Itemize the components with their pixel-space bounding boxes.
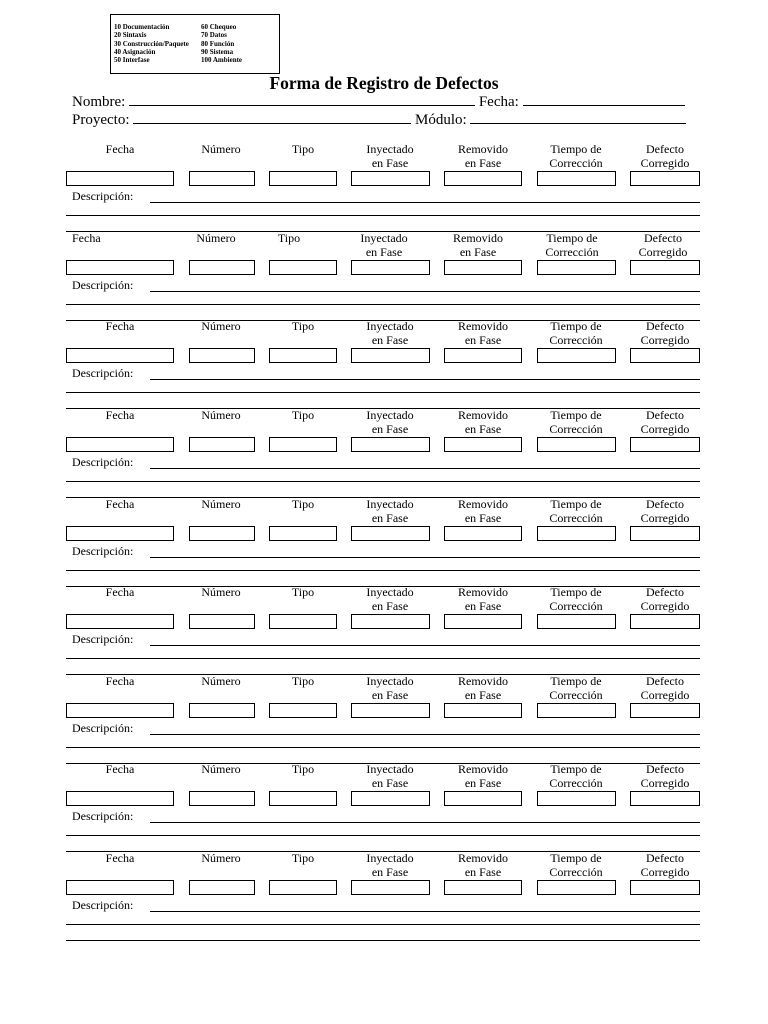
input-removido[interactable]	[444, 703, 522, 718]
label-tiempo: Tiempo de Corrección	[549, 497, 603, 525]
legend-entry: 60 Chequeo	[201, 23, 237, 31]
label-tiempo: Tiempo de Corrección	[549, 585, 603, 613]
descripcion-label: Descripción:	[72, 721, 134, 735]
label-numero: Número	[201, 674, 241, 688]
form-title: Forma de Registro de Defectos	[269, 73, 499, 93]
descripcion-label: Descripción:	[72, 809, 134, 823]
label-removido: Removido en Fase	[453, 231, 503, 259]
legend-entry: 40 Asignación	[114, 47, 156, 56]
fecha-label: Fecha:	[478, 94, 519, 110]
defect-record	[0, 760, 768, 849]
descripcion-extra-line[interactable]	[66, 392, 700, 393]
legend-entry: 30 Construcción/Paquete	[114, 39, 189, 48]
label-numero: Número	[201, 497, 241, 511]
descripcion-label: Descripción:	[72, 898, 134, 912]
input-fecha[interactable]	[66, 880, 174, 895]
input-removido[interactable]	[444, 880, 522, 895]
label-tipo: Tipo	[277, 231, 301, 245]
descripcion-line[interactable]	[150, 202, 700, 203]
modulo-field[interactable]	[470, 111, 686, 124]
label-defecto: Defecto Corregido	[638, 231, 688, 259]
descripcion-line[interactable]	[150, 645, 700, 646]
fecha-field[interactable]	[523, 93, 685, 106]
label-removido: Removido en Fase	[458, 851, 508, 879]
descripcion-line[interactable]	[150, 734, 700, 735]
defect-type-legend	[110, 14, 280, 74]
input-tiempo[interactable]	[537, 260, 616, 275]
descripcion-line[interactable]	[150, 911, 700, 912]
legend-entry: 10 Documentación	[114, 23, 170, 31]
descripcion-label: Descripción:	[72, 366, 134, 380]
input-fecha[interactable]	[66, 260, 174, 275]
label-fecha: Fecha	[105, 497, 135, 511]
descripcion-extra-line[interactable]	[66, 940, 700, 941]
proyecto-modulo-row	[72, 111, 686, 129]
label-removido: Removido en Fase	[458, 142, 508, 170]
descripcion-line[interactable]	[150, 379, 700, 380]
label-tiempo: Tiempo de Corrección	[549, 851, 603, 879]
label-tiempo: Tiempo de Corrección	[549, 142, 603, 170]
label-inyectado: Inyectado en Fase	[366, 319, 414, 347]
input-removido[interactable]	[444, 526, 522, 541]
input-tiempo[interactable]	[537, 703, 616, 718]
input-fecha[interactable]	[66, 171, 174, 186]
label-defecto: Defecto Corregido	[640, 319, 690, 347]
label-numero: Número	[201, 585, 241, 599]
label-inyectado: Inyectado en Fase	[366, 142, 414, 170]
label-numero: Número	[201, 408, 241, 422]
input-inyectado[interactable]	[351, 880, 430, 895]
input-numero[interactable]	[189, 614, 255, 629]
legend-entry: 20 Sintaxis	[114, 31, 147, 40]
descripcion-label: Descripción:	[72, 189, 134, 203]
input-numero[interactable]	[189, 791, 255, 806]
descripcion-line[interactable]	[150, 557, 700, 558]
label-removido: Removido en Fase	[458, 408, 508, 436]
input-removido[interactable]	[444, 614, 522, 629]
descripcion-line[interactable]	[150, 291, 700, 292]
descripcion-extra-line[interactable]	[66, 570, 700, 571]
descripcion-extra-line[interactable]	[66, 747, 700, 748]
legend-column-left	[114, 23, 189, 64]
input-inyectado[interactable]	[351, 791, 430, 806]
label-defecto: Defecto Corregido	[640, 408, 690, 436]
input-numero[interactable]	[189, 437, 255, 452]
input-inyectado[interactable]	[351, 703, 430, 718]
descripcion-line[interactable]	[150, 468, 700, 469]
input-defecto[interactable]	[630, 171, 700, 186]
input-tipo[interactable]	[269, 703, 337, 718]
label-tipo: Tipo	[291, 762, 315, 776]
defect-record	[0, 672, 768, 761]
input-fecha[interactable]	[66, 614, 174, 629]
label-inyectado: Inyectado en Fase	[366, 585, 414, 613]
label-inyectado: Inyectado en Fase	[366, 674, 414, 702]
label-inyectado: Inyectado en Fase	[366, 408, 414, 436]
nombre-field[interactable]	[129, 93, 475, 106]
input-tipo[interactable]	[269, 791, 337, 806]
label-defecto: Defecto Corregido	[640, 142, 690, 170]
input-tipo[interactable]	[269, 614, 337, 629]
label-fecha: Fecha	[105, 142, 135, 156]
label-tipo: Tipo	[291, 142, 315, 156]
input-fecha[interactable]	[66, 703, 174, 718]
input-defecto[interactable]	[630, 703, 700, 718]
input-defecto[interactable]	[630, 437, 700, 452]
input-tiempo[interactable]	[537, 880, 616, 895]
descripcion-line[interactable]	[150, 822, 700, 823]
descripcion-label: Descripción:	[72, 278, 134, 292]
label-tiempo: Tiempo de Corrección	[549, 674, 603, 702]
input-numero[interactable]	[189, 526, 255, 541]
label-fecha: Fecha	[105, 408, 135, 422]
legend-entry: 90 Sistema	[201, 47, 234, 56]
input-fecha[interactable]	[66, 437, 174, 452]
input-tipo[interactable]	[269, 171, 337, 186]
label-inyectado: Inyectado en Fase	[366, 497, 414, 525]
label-inyectado: Inyectado en Fase	[366, 851, 414, 879]
input-tiempo[interactable]	[537, 171, 616, 186]
legend-entry: 50 Interfase	[114, 56, 150, 65]
descripcion-label: Descripción:	[72, 632, 134, 646]
descripcion-extra-line[interactable]	[66, 924, 700, 925]
defect-record	[0, 495, 768, 584]
defect-record	[0, 583, 768, 672]
descripcion-extra-line[interactable]	[66, 215, 700, 216]
input-tiempo[interactable]	[537, 437, 616, 452]
input-numero[interactable]	[189, 880, 255, 895]
label-removido: Removido en Fase	[458, 762, 508, 790]
input-fecha[interactable]	[66, 526, 174, 541]
descripcion-extra-line[interactable]	[66, 304, 700, 305]
label-fecha: Fecha	[72, 231, 101, 245]
input-tiempo[interactable]	[537, 614, 616, 629]
label-removido: Removido en Fase	[458, 674, 508, 702]
input-inyectado[interactable]	[351, 260, 430, 275]
label-numero: Número	[196, 231, 236, 245]
input-defecto[interactable]	[630, 614, 700, 629]
label-tiempo: Tiempo de Corrección	[549, 319, 603, 347]
input-tiempo[interactable]	[537, 526, 616, 541]
defect-record	[0, 229, 768, 318]
label-fecha: Fecha	[105, 585, 135, 599]
label-numero: Número	[201, 851, 241, 865]
input-defecto[interactable]	[630, 348, 700, 363]
label-fecha: Fecha	[105, 319, 135, 333]
descripcion-label: Descripción:	[72, 455, 134, 469]
input-inyectado[interactable]	[351, 348, 430, 363]
label-tipo: Tipo	[291, 408, 315, 422]
legend-entry: 80 Función	[201, 39, 235, 48]
label-fecha: Fecha	[105, 851, 135, 865]
label-removido: Removido en Fase	[458, 497, 508, 525]
label-tiempo: Tiempo de Corrección	[549, 762, 603, 790]
defect-record	[0, 317, 768, 406]
label-defecto: Defecto Corregido	[640, 674, 690, 702]
input-defecto[interactable]	[630, 791, 700, 806]
input-numero[interactable]	[189, 703, 255, 718]
descripcion-extra-line[interactable]	[66, 481, 700, 482]
nombre-label: Nombre:	[72, 94, 126, 110]
input-tipo[interactable]	[269, 880, 337, 895]
input-tipo[interactable]	[269, 348, 337, 363]
input-tipo[interactable]	[269, 437, 337, 452]
input-inyectado[interactable]	[351, 614, 430, 629]
label-numero: Número	[201, 762, 241, 776]
proyecto-field[interactable]	[133, 111, 411, 124]
descripcion-extra-line[interactable]	[66, 658, 700, 659]
label-defecto: Defecto Corregido	[640, 497, 690, 525]
input-removido[interactable]	[444, 348, 522, 363]
input-tiempo[interactable]	[537, 791, 616, 806]
input-defecto[interactable]	[630, 880, 700, 895]
input-tipo[interactable]	[269, 260, 337, 275]
label-defecto: Defecto Corregido	[640, 585, 690, 613]
input-numero[interactable]	[189, 171, 255, 186]
input-inyectado[interactable]	[351, 526, 430, 541]
descripcion-extra-line[interactable]	[66, 835, 700, 836]
label-fecha: Fecha	[105, 762, 135, 776]
input-removido[interactable]	[444, 171, 522, 186]
label-inyectado: Inyectado en Fase	[360, 231, 408, 259]
input-defecto[interactable]	[630, 526, 700, 541]
descripcion-label: Descripción:	[72, 544, 134, 558]
input-defecto[interactable]	[630, 260, 700, 275]
label-tiempo: Tiempo de Corrección	[549, 408, 603, 436]
label-removido: Removido en Fase	[458, 585, 508, 613]
input-tiempo[interactable]	[537, 348, 616, 363]
input-removido[interactable]	[444, 791, 522, 806]
input-fecha[interactable]	[66, 791, 174, 806]
input-inyectado[interactable]	[351, 437, 430, 452]
input-tipo[interactable]	[269, 526, 337, 541]
defect-record	[0, 140, 768, 229]
label-tipo: Tipo	[291, 851, 315, 865]
input-fecha[interactable]	[66, 348, 174, 363]
input-numero[interactable]	[189, 260, 255, 275]
input-removido[interactable]	[444, 260, 522, 275]
input-inyectado[interactable]	[351, 171, 430, 186]
label-defecto: Defecto Corregido	[640, 762, 690, 790]
legend-entry: 70 Datos	[201, 31, 227, 40]
proyecto-label: Proyecto:	[72, 112, 130, 128]
label-numero: Número	[201, 142, 241, 156]
defect-record	[0, 849, 768, 938]
label-tiempo: Tiempo de Corrección	[545, 231, 599, 259]
label-inyectado: Inyectado en Fase	[366, 762, 414, 790]
input-removido[interactable]	[444, 437, 522, 452]
nombre-fecha-row	[72, 93, 685, 111]
label-numero: Número	[201, 319, 241, 333]
label-tipo: Tipo	[291, 674, 315, 688]
input-numero[interactable]	[189, 348, 255, 363]
defect-record	[0, 406, 768, 495]
label-tipo: Tipo	[291, 497, 315, 511]
label-tipo: Tipo	[291, 585, 315, 599]
label-tipo: Tipo	[291, 319, 315, 333]
label-defecto: Defecto Corregido	[640, 851, 690, 879]
modulo-label: Módulo:	[415, 112, 467, 128]
legend-column-right	[201, 23, 242, 64]
label-removido: Removido en Fase	[458, 319, 508, 347]
label-fecha: Fecha	[105, 674, 135, 688]
legend-entry: 100 Ambiente	[201, 56, 243, 65]
